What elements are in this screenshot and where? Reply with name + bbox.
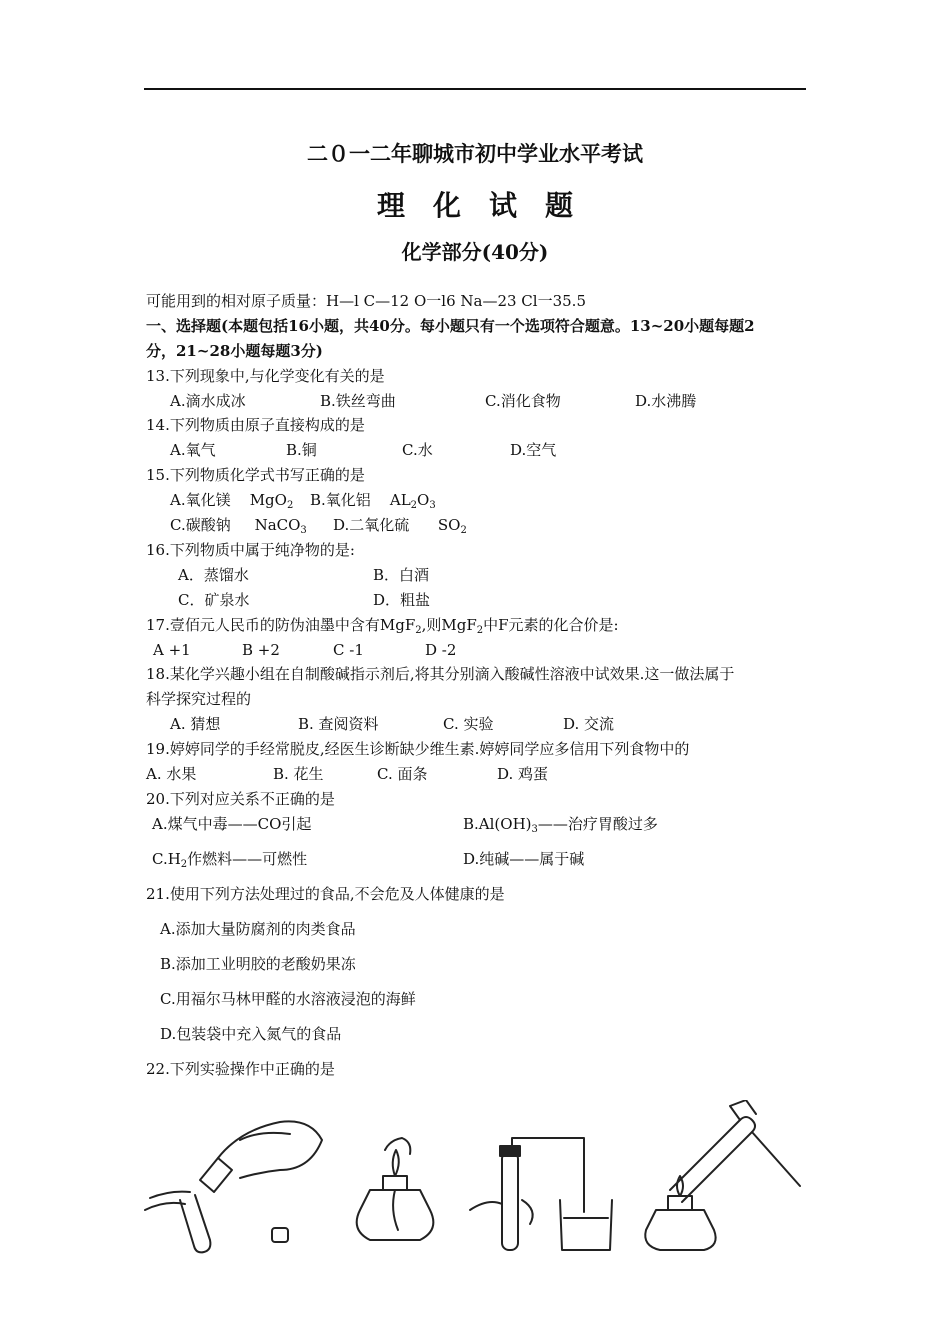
atomic-masses: 可能用到的相对原子质量：H—l C—12 O一l6 Na—23 Cl一35.5: [146, 292, 586, 310]
q18-stem-2: 科学探究过程的: [146, 690, 252, 708]
q15-option-c: C.碳酸钠 NaCO$_3$: [170, 516, 307, 536]
subject-title: 理化试题: [376, 189, 601, 222]
q19-option-d: D. 鸡蛋: [497, 765, 549, 783]
q18-option-b: B. 查阅资料: [298, 715, 379, 733]
q17-option-a: A +1: [153, 641, 191, 659]
q13-option-c: C.消化食物: [485, 392, 561, 410]
q14-stem: 14.下列物质由原子直接构成的是: [146, 416, 365, 434]
section-instructions-2: 分，21~28小题每题3分): [146, 342, 323, 360]
alcohol-lamp-lighting-illustration: [357, 1138, 434, 1240]
q19-option-c: C. 面条: [377, 765, 428, 783]
q14-option-d: D.空气: [510, 441, 557, 459]
q20-option-c: $C.H_2$作燃料——可燃性: [152, 850, 308, 870]
airtightness-check-illustration: [470, 1138, 612, 1250]
q20-stem: 20.下列对应关系不正确的是: [146, 790, 335, 808]
heating-test-tube-illustration: [645, 1100, 800, 1250]
exam-title: 二０一二年聊城市初中学业水平考试: [307, 141, 643, 166]
q21-option-d: D.包装袋中充入氮气的食品: [160, 1025, 342, 1043]
q16-stem: 16.下列物质中属于纯净物的是:: [146, 541, 355, 559]
q16-option-d: D．粗盐: [373, 591, 431, 609]
header-rule: [144, 88, 806, 90]
q19-stem: 19.婷婷同学的手经常脱皮,经医生诊断缺少维生素.婷婷同学应多信用下列食物中的: [146, 740, 690, 758]
lab-apparatus-figure: [140, 1100, 810, 1260]
q21-option-c: C.用福尔马林甲醛的水溶液浸泡的海鲜: [160, 990, 416, 1008]
q15-stem: 15.下列物质化学式书写正确的是: [146, 466, 365, 484]
q21-stem: 21.使用下列方法处理过的食品,不会危及人体健康的是: [146, 885, 505, 903]
q20-option-d: D.纯碱——属于碱: [463, 850, 585, 868]
q18-stem-1: 18.某化学兴趣小组在自制酸碱指示剂后,将其分别滴入酸碱性溶液中试效果.这一做法属于: [146, 665, 735, 683]
q19-option-b: B. 花生: [273, 765, 324, 783]
q17-stem: 17.壹佰元人民币的防伪油墨中含有MgF$_2$,则MgF$_2$中F元素的化合价是:: [146, 616, 619, 636]
q18-option-c: C. 实验: [443, 715, 494, 733]
q18-option-d: D. 交流: [563, 715, 615, 733]
q21-option-a: A.添加大量防腐剂的肉类食品: [160, 920, 356, 938]
q16-option-a: A．蒸馏水: [178, 566, 249, 584]
q13-option-a: A.滴水成冰: [170, 392, 246, 410]
part-title: 化学部分(40分): [401, 240, 549, 264]
q22-stem: 22.下列实验操作中正确的是: [146, 1060, 335, 1078]
q17-option-c: C -1: [333, 641, 364, 659]
q21-option-b: B.添加工业明胶的老酸奶果冻: [160, 955, 356, 973]
q16-option-b: B．白酒: [373, 566, 430, 584]
q14-option-c: C.水: [402, 441, 433, 459]
section-instructions-1: 一、选择题(本题包括16小题，共40分。每小题只有一个选项符合题意。13~20小题每题2: [146, 317, 755, 335]
q16-option-c: C．矿泉水: [178, 591, 250, 609]
q13-option-b: B.铁丝弯曲: [320, 392, 396, 410]
q13-option-d: D.水沸腾: [635, 392, 697, 410]
q20-option-a: A.煤气中毒——CO引起: [152, 815, 312, 833]
q18-option-a: A. 猜想: [170, 715, 221, 733]
q14-option-a: A.氧气: [170, 441, 216, 459]
pouring-liquid-illustration: [145, 1121, 322, 1252]
q17-option-d: D -2: [425, 641, 457, 659]
q15-option-b: B.氧化铝 $AL_2O_3$: [310, 491, 436, 511]
q15-option-d: D.二氧化硫 $SO_2$: [333, 516, 467, 536]
q15-option-a: A.氧化镁 MgO$_2$: [170, 491, 294, 511]
q17-option-b: B +2: [242, 641, 280, 659]
q14-option-b: B.铜: [286, 441, 317, 459]
q13-stem: 13.下列现象中,与化学变化有关的是: [146, 367, 385, 385]
q20-option-b: $B.Al(OH)_3——$治疗胃酸过多: [463, 815, 658, 835]
q19-option-a: A. 水果: [146, 765, 197, 783]
